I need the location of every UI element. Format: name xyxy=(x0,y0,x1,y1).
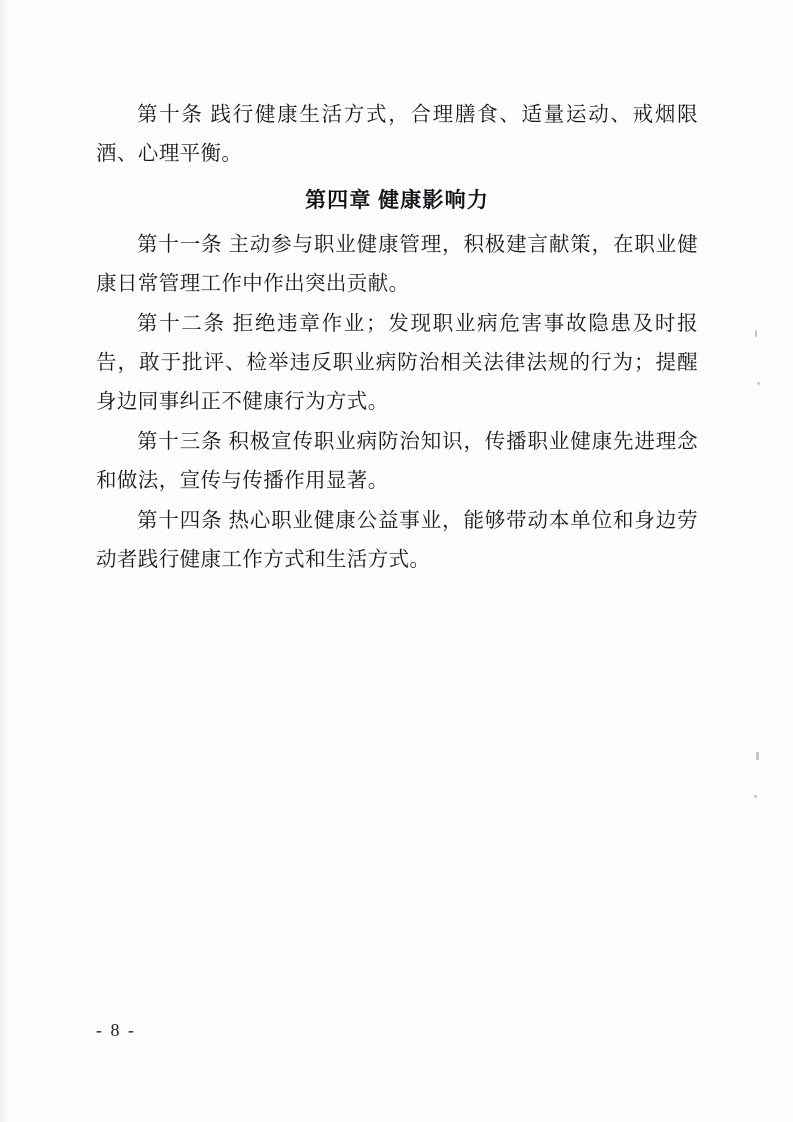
paragraph-article-14: 第十四条 热心职业健康公益事业，能够带动本单位和身边劳动者践行健康工作方式和生活方式。 xyxy=(96,510,698,571)
paragraph-article-13: 第十三条 积极宣传职业病防治知识，传播职业健康先进理念和做法，宣传与传播作用显著。 xyxy=(96,431,698,492)
paragraph-article-12: 第十二条 拒绝违章作业；发现职业病危害事故隐患及时报告，敢于批评、检举违反职业病防治相关法律法规的行为；提醒身边同事纠正不健康行为方式。 xyxy=(96,313,698,413)
paragraph-article-11: 第十一条 主动参与职业健康管理，积极建言献策，在职业健康日常管理工作中作出突出贡献。 xyxy=(96,234,698,295)
scan-speckle-icon xyxy=(757,382,760,385)
document-body xyxy=(96,96,698,581)
chapter-heading: 第四章 健康影响力 xyxy=(304,188,490,212)
scan-speckle-icon xyxy=(756,752,759,760)
page-edge-shadow xyxy=(0,0,10,1122)
paragraph-article-10: 第十条 践行健康生活方式，合理膳食、适量运动、戒烟限酒、心理平衡。 xyxy=(96,104,698,165)
scan-speckle-icon xyxy=(755,330,757,337)
page-number: - 8 - xyxy=(96,1020,136,1040)
scan-speckle-icon xyxy=(754,795,757,798)
